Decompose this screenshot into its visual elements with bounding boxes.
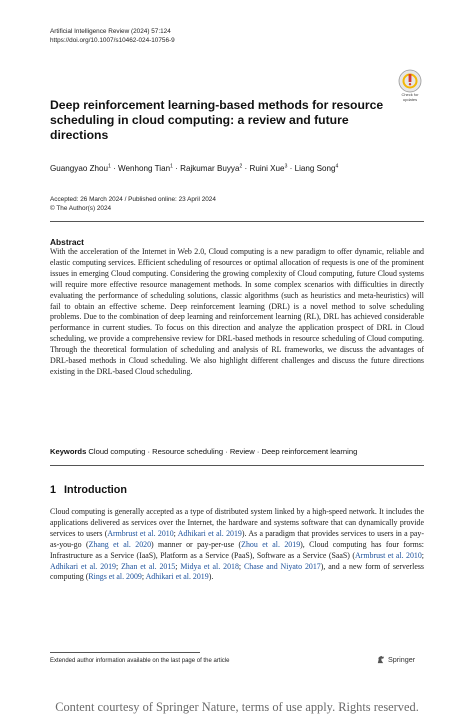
publisher-name: Springer [388,655,416,664]
citation-link[interactable]: Armbrust et al. 2010 [107,528,174,538]
intro-text: ). [208,572,214,582]
accepted-published-line: Accepted: 26 March 2024 / Published online: 23 April 2024 [50,196,216,203]
badge-label-line1: Check for [401,92,419,97]
doi-link[interactable]: https://doi.org/10.1007/s10462-024-10756-9 [50,37,175,44]
keywords-divider [50,465,424,466]
section-title: Introduction [64,484,127,496]
author-name[interactable]: Ruini Xue [249,164,285,173]
citation-link[interactable]: Midya et al. 2018 [180,561,239,571]
author-separator: · [172,164,181,173]
journal-citation: Artificial Intelligence Review (2024) 57:124 [50,28,171,35]
abstract-body [50,247,424,378]
author-list [50,164,338,174]
author-affiliation: 4 [335,163,339,170]
citation-link[interactable]: Zhou et al. 2019 [241,539,301,549]
copyright-watermark: Content courtesy of Springer Nature, terms of use apply. Rights reserved. [55,700,419,714]
intro-text: Cloud computing is generally accepted as a type of distributed system linked by a high-speed network. It includes the applications delivered as services over the Internet, the hardware and systems software that can dynamically provide services to users ( [50,507,424,538]
author-name[interactable]: Guangyao Zhou [50,164,109,173]
citation-link[interactable]: Adhikari et al. 2019 [50,561,116,571]
author-separator: · [110,164,119,173]
article-title: Deep reinforcement learning-based methods for resource scheduling in cloud computing: a review and future directions [50,98,384,142]
section-heading-introduction [50,484,127,496]
check-for-updates-badge[interactable] [396,69,424,105]
introduction-paragraph [50,507,424,583]
intro-text: ), and a new form of serverless computing ( [50,561,424,582]
keywords-list: Cloud computing · Resource scheduling · Review · Deep reinforcement learning [88,447,358,456]
intro-text: ; [238,561,245,571]
intro-text: ) manner or pay-per-use ( [151,539,242,549]
author-name[interactable]: Rajkumar Buyya [180,164,240,173]
citation-link[interactable]: Zhang et al. 2020 [88,539,152,549]
author-separator: · [242,164,250,173]
footnote-divider [50,652,200,653]
springer-horse-icon [376,655,385,664]
citation-link[interactable]: Armbrust et al. 2010 [355,550,422,560]
intro-text: ). As a paradigm that provides services to users in a pay-as-you-go ( [50,528,424,549]
author-affiliation: 1 [170,163,173,170]
author-affiliation: 2 [239,163,243,170]
intro-text: ; [141,572,146,582]
citation-link[interactable]: Adhikari et al. 2019 [145,572,209,582]
intro-text: ; [173,528,178,538]
section-number: 1 [50,484,57,496]
citation-link[interactable]: Adhikari et al. 2019 [177,528,242,538]
citation-link[interactable]: Chase and Niyato 2017 [244,561,321,571]
author-name[interactable]: Wenhong Tian [118,164,171,173]
abstract-heading: Abstract [50,237,84,247]
author-separator: · [287,164,295,173]
publication-dates [50,195,216,213]
keywords [50,447,430,457]
intro-text: ), Cloud computing has four forms: Infrastructure as a Service (IaaS), Platform as a Service (PaaS), Software as a Service (SaaS) ( [50,539,424,560]
author-affiliation: 3 [284,163,288,170]
intro-text: ; [175,561,181,571]
intro-text: ; [115,561,122,571]
citation-link[interactable]: Zhan et al. 2015 [121,561,176,571]
intro-text: ; [421,550,424,560]
author-info-footnote: Extended author information available on the last page of the article [50,658,230,664]
author-affiliation: 1 [108,163,111,170]
citation-link[interactable]: Rings et al. 2009 [88,572,142,582]
keywords-label: Keywords [50,447,87,456]
badge-label-line2: updates [402,96,418,102]
abstract-text: With the acceleration of the Internet in Web 2.0, Cloud computing is a new paradigm to offer dynamic, reliable and elastic computing services. Efficient scheduling of resources or optimal allocation of requests is one of the prominent issues in emerging Cloud computing. Considering the growing complexity of Cloud computing, future Cloud systems will require more effective resource management methods. In some complex scenarios with difficulties in directly evaluating the performance of scheduling solutions, classic algorithms (such as heuristics and meta-heuristics) will fail to obtain an effective scheme. Deep reinforcement learning (DRL) is a novel method to solve scheduling problems. Due to the combination of deep learning and reinforcement learning (RL), DRL has achieved considerable performance in current studies. To focus on this direction and analyze the application prospect of DRL in Cloud scheduling, we provide a comprehensive review for DRL-based methods in resource scheduling of Cloud computing. Through the theoretical formulation of scheduling and analysis of RL frameworks, we discuss the advantages of DRL-based methods in Cloud scheduling. We also highlight different challenges and discuss the future directions existing in the DRL-based Cloud scheduling. [50,247,424,376]
author-name[interactable]: Liang Song [294,164,336,173]
springer-mark [376,655,415,664]
header-divider [50,221,424,222]
copyright-line: © The Author(s) 2024 [50,205,112,213]
